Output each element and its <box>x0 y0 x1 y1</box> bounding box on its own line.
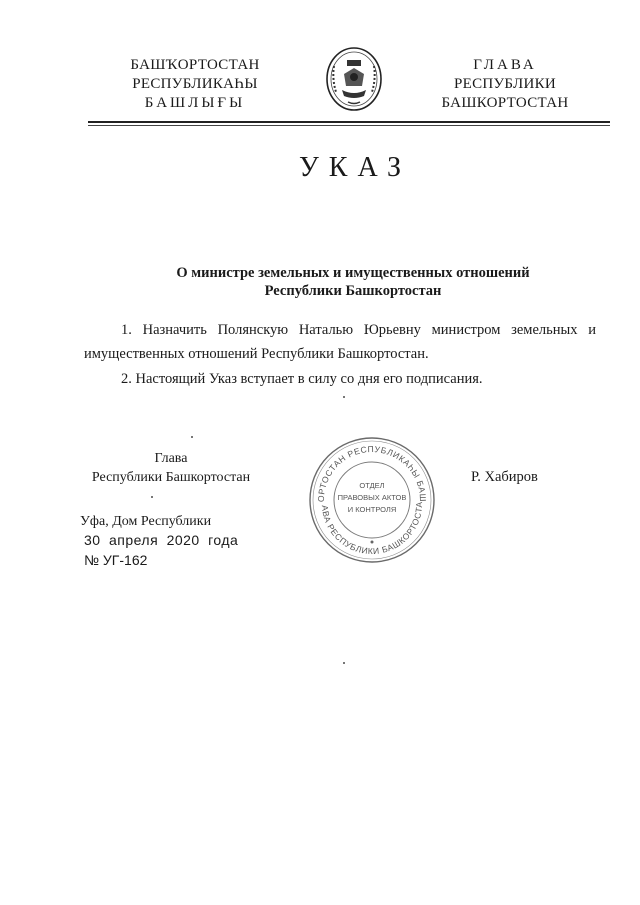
scan-speck <box>343 662 345 664</box>
signatory-title-line2: Республики Башкортостан <box>91 470 251 485</box>
scan-speck <box>191 436 193 438</box>
document-date: 30 апреля 2020 года <box>84 532 239 548</box>
seal-center-line3: И КОНТРОЛЯ <box>347 505 397 514</box>
document-title <box>80 264 626 300</box>
paragraph-2: 2. Настоящий Указ вступает в силу со дня его подписания. <box>121 371 483 387</box>
header-left-line3: БАШЛЫҒЫ <box>144 95 246 111</box>
seal-center-line2: ПРАВОВЫХ АКТОВ <box>337 493 407 502</box>
header-right-line3: БАШКОРТОСТАН <box>441 95 569 111</box>
signatory-name: Р. Хабиров <box>471 469 538 485</box>
header-right-line2: РЕСПУБЛИКИ <box>453 76 557 92</box>
header-left-line1: БАШҠОРТОСТАН <box>130 57 260 73</box>
bashkortostan-emblem-icon <box>324 46 384 112</box>
header-right-line1: ГЛАВА <box>473 57 537 73</box>
title-line2: Республики Башкортостан <box>264 283 442 299</box>
document-number: № УГ-162 <box>84 552 148 568</box>
title-line1: О министре земельных и имущественных отношений <box>176 265 530 281</box>
seal-center-line1: ОТДЕЛ <box>359 481 385 490</box>
scan-speck <box>343 396 345 398</box>
header-divider <box>88 121 610 123</box>
document-type: УКАЗ <box>298 152 412 183</box>
scan-speck <box>151 496 153 498</box>
signatory-title <box>80 449 262 487</box>
header-left <box>100 56 290 113</box>
header-left-line2: РЕСПУБЛИКАҺЫ <box>132 76 258 92</box>
signatory-title-line1: Глава <box>154 451 188 466</box>
official-seal-stamp <box>306 434 438 566</box>
header-divider-thin <box>88 125 610 126</box>
place-of-signing: Уфа, Дом Республики <box>80 514 212 529</box>
seal-ring-bottom-text: АВА РЕСПУБЛИКИ БАШКОРТОСТА <box>319 501 425 557</box>
header-right <box>420 56 590 113</box>
svg-text:БАШҠОРТОСТАН РЕСПУБЛИКАҺЫ БАШЛ <box>306 434 428 502</box>
paragraph-1: 1. Назначить Полянскую Наталью Юрьевну министром земельных и имущественных отношений Республики Башкортостан. <box>84 322 596 362</box>
seal-ring-top-text: ОРТОСТАН РЕСПУБЛИКАҺЫ БАШ <box>315 443 429 503</box>
